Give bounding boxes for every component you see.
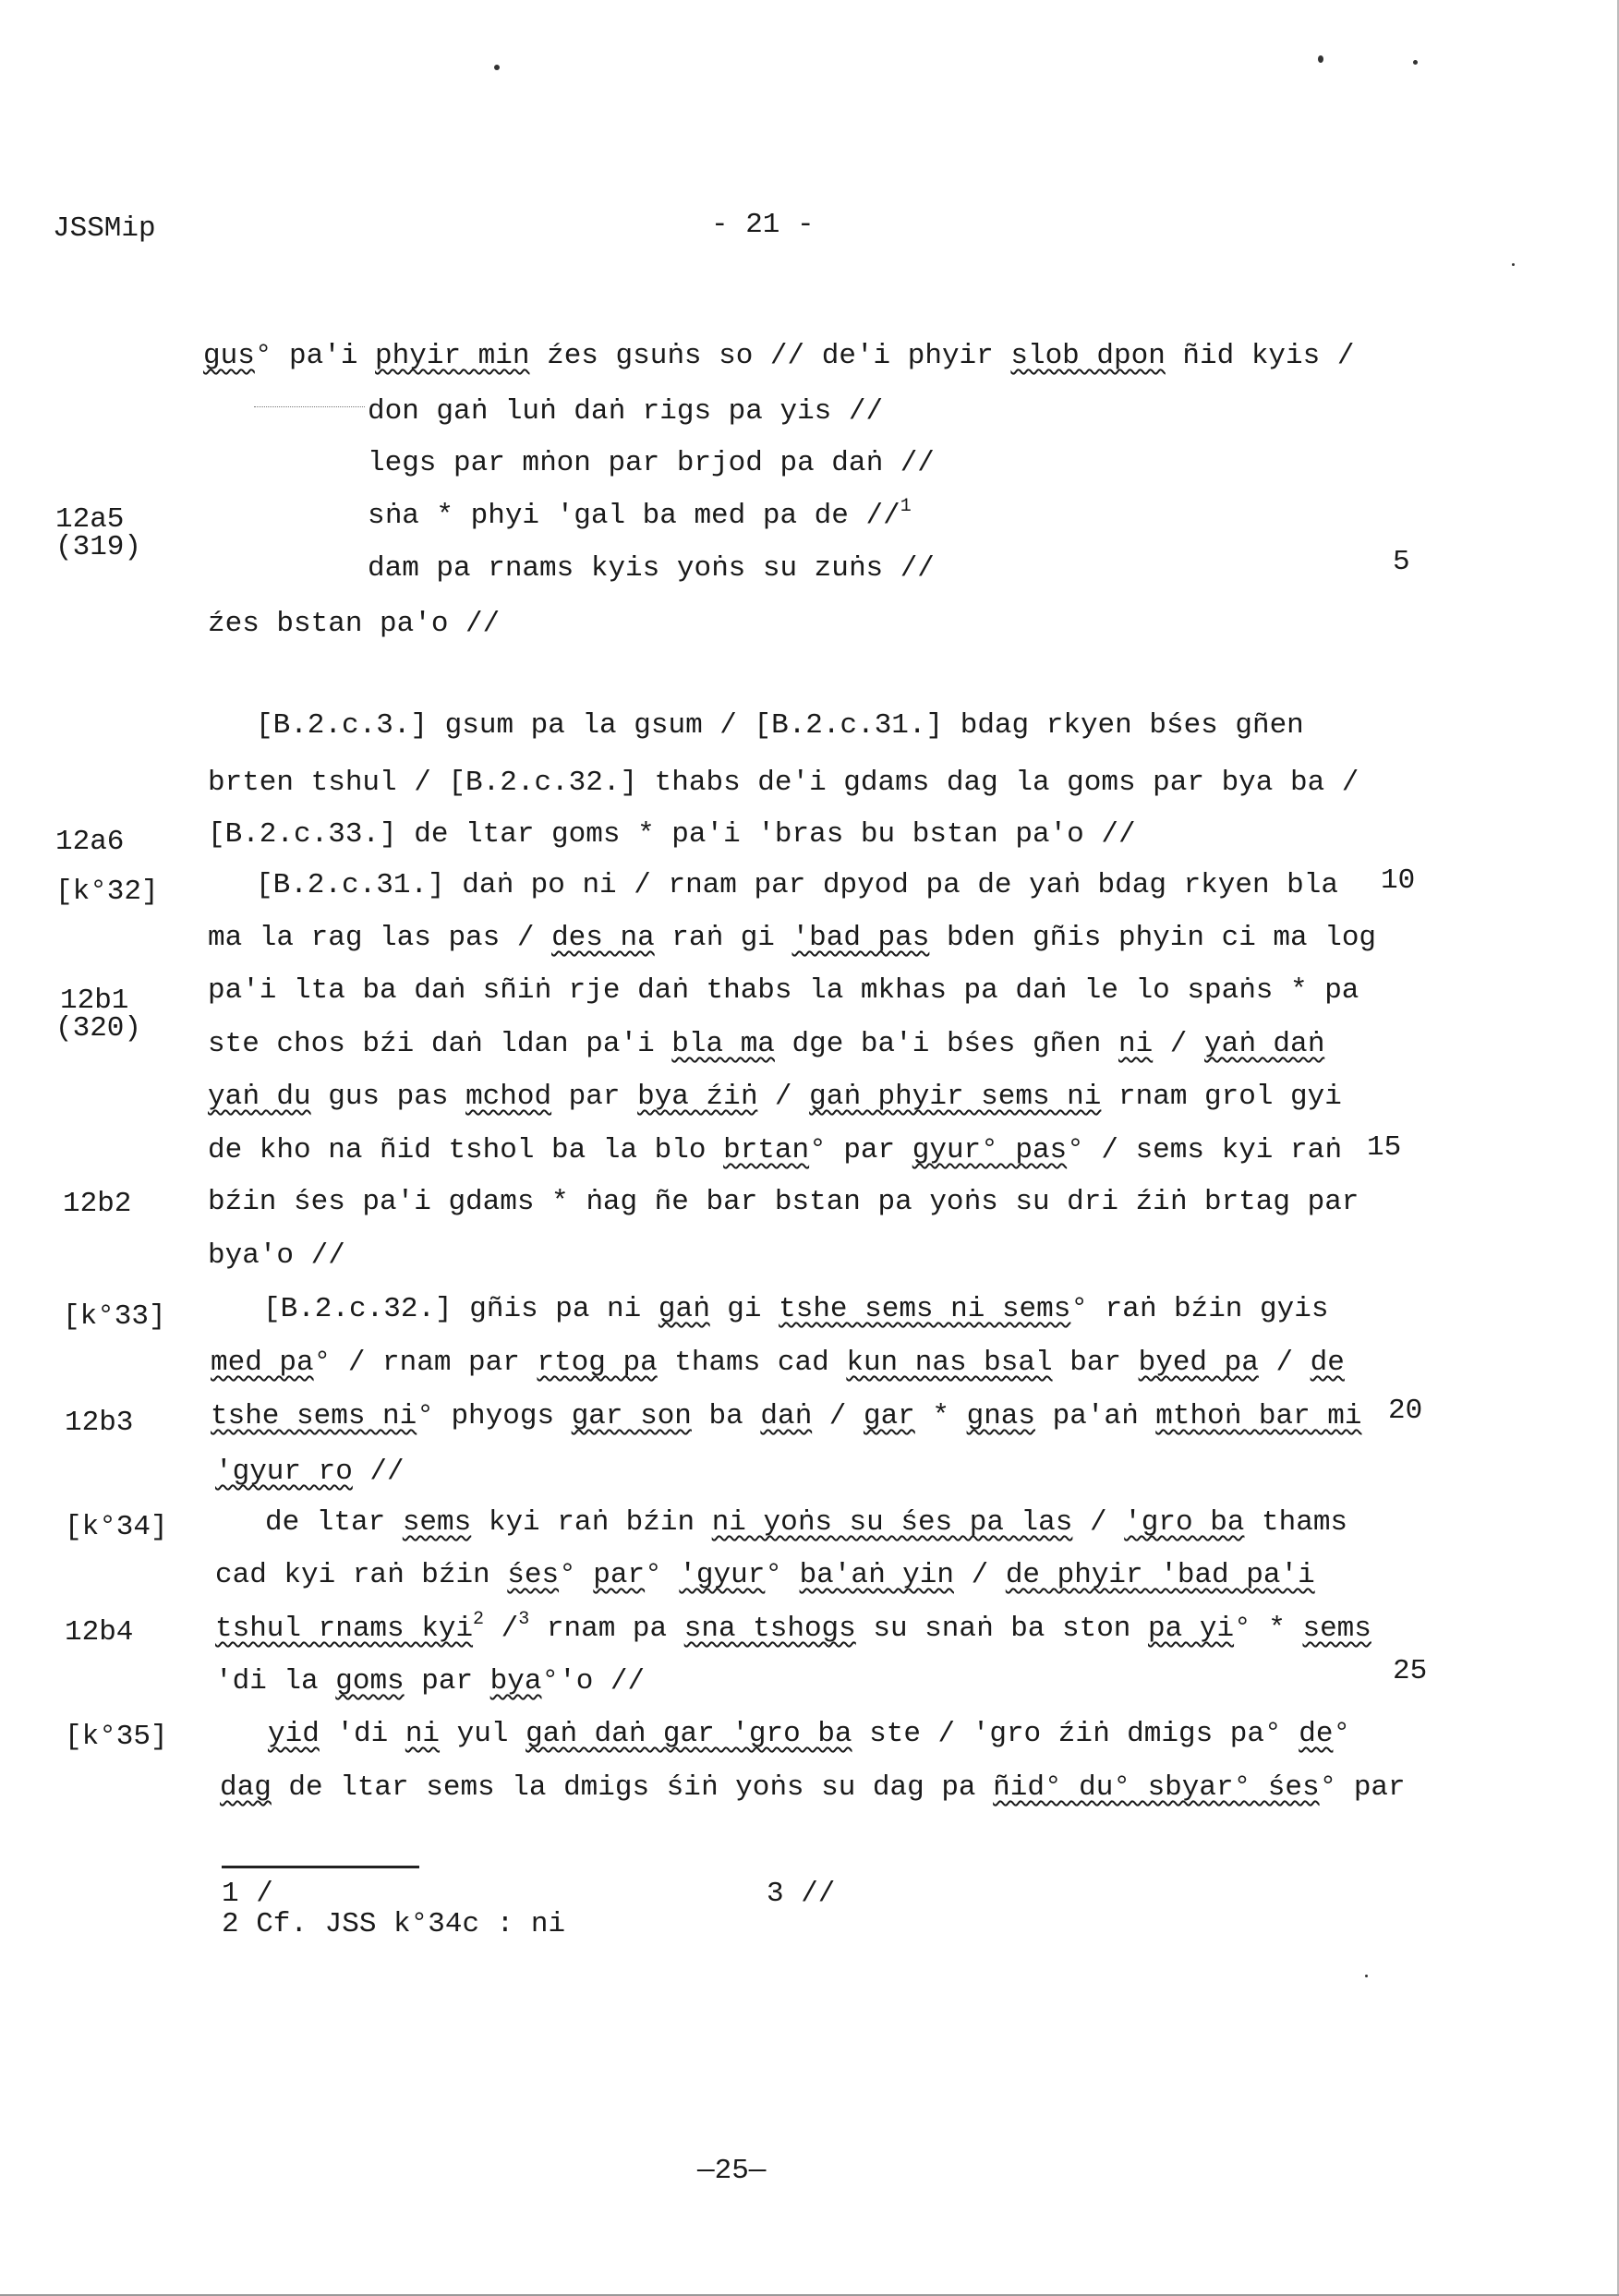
line-number: 10 bbox=[1381, 864, 1416, 897]
text-line: pa'i lta ba daṅ sñiṅ rje daṅ thabs la mkhas pa daṅ le lo spaṅs * pa bbox=[208, 974, 1359, 1007]
scan-speck bbox=[1512, 263, 1515, 266]
margin-ref: 12a6 bbox=[55, 826, 125, 858]
footnote-3: 3 // bbox=[767, 1878, 836, 1910]
text-line: brten tshul / [B.2.c.32.] thabs de'i gdams dag la goms par bya ba / bbox=[208, 767, 1359, 799]
margin-ref: 12a5 bbox=[55, 503, 125, 536]
text-line: [B.2.c.33.] de ltar goms * pa'i 'bras bu bstan pa'o // bbox=[208, 818, 1136, 851]
scan-speck bbox=[1413, 60, 1418, 65]
margin-ref: 12b3 bbox=[65, 1407, 134, 1439]
text-line: bźin śes pa'i gdams * ṅag ñe bar bstan pa yoṅs su dri źiṅ brtag par bbox=[208, 1186, 1359, 1218]
text-line: tshul rnams kyi$^2$ /$^3$ rnam pa sna tshogs su snaṅ ba ston pa yi° * sems bbox=[215, 1609, 1371, 1645]
text-line: yid 'di ni yul gaṅ daṅ gar 'gro ba ste / 'gro źiṅ dmigs pa° de° bbox=[268, 1718, 1351, 1750]
text-line: 'gyur ro // bbox=[215, 1456, 405, 1488]
text-line: bya'o // bbox=[208, 1239, 345, 1272]
running-title: JSSMip bbox=[53, 212, 156, 245]
verse-line-1: don gaṅ luṅ daṅ rigs pa yis // bbox=[368, 395, 884, 428]
verse-line-3: sṅa * phyi 'gal ba med pa de //$^1$ bbox=[368, 496, 912, 532]
text-line: źes bstan pa'o // bbox=[208, 608, 501, 640]
leader-dots bbox=[254, 406, 365, 407]
scan-speck bbox=[494, 65, 500, 70]
margin-ref: [k°35] bbox=[65, 1721, 168, 1753]
page-number-bottom: —25— bbox=[697, 2155, 767, 2187]
text-line: dag de ltar sems la dmigs śiṅ yoṅs su dag pa ñid° du° sbyar° śes° par bbox=[220, 1771, 1406, 1804]
verse-line-2: legs par mṅon par brjod pa daṅ // bbox=[368, 447, 935, 479]
margin-ref: 12b1 bbox=[60, 985, 129, 1017]
margin-ref: (319) bbox=[55, 531, 142, 563]
text-line: med pa° / rnam par rtog pa thams cad kun nas bsal bar byed pa / de bbox=[211, 1347, 1345, 1379]
text-line: ste chos bźi daṅ ldan pa'i bla ma dge ba'i bśes gñen ni / yaṅ daṅ bbox=[208, 1028, 1325, 1060]
page-number-top: - 21 - bbox=[711, 209, 815, 241]
margin-ref: [k°34] bbox=[65, 1511, 168, 1543]
margin-ref: [k°32] bbox=[55, 876, 159, 908]
line-number: 5 bbox=[1393, 546, 1410, 578]
footnote-2: 2 Cf. JSS k°34c : ni bbox=[222, 1908, 566, 1940]
margin-ref: (320) bbox=[55, 1012, 142, 1045]
text-line: tshe sems ni° phyogs gar son ba daṅ / gar * gnas pa'aṅ mthoṅ bar mi bbox=[211, 1400, 1362, 1432]
text-line-1: gus° pa'i phyir min źes gsuṅs so // de'i phyir slob dpon ñid kyis / bbox=[203, 340, 1355, 372]
verse-line-4: dam pa rnams kyis yoṅs su zuṅs // bbox=[368, 552, 935, 585]
text-line: cad kyi raṅ bźin śes° par° 'gyur° ba'aṅ yin / de phyir 'bad pa'i bbox=[215, 1559, 1315, 1591]
text-line: ma la rag las pas / des na raṅ gi 'bad pas bden gñis phyin ci ma log bbox=[208, 922, 1377, 954]
line-number: 15 bbox=[1367, 1131, 1402, 1164]
text-line: de ltar sems kyi raṅ bźin ni yoṅs su śes pa las / 'gro ba thams bbox=[265, 1506, 1348, 1539]
footnote-1: 1 / bbox=[222, 1878, 273, 1910]
text-line: [B.2.c.32.] gñis pa ni gaṅ gi tshe sems ni sems° raṅ bźin gyis bbox=[263, 1293, 1329, 1325]
text-line: de kho na ñid tshol ba la blo brtan° par gyur° pas° / sems kyi raṅ bbox=[208, 1134, 1342, 1166]
text-line: [B.2.c.3.] gsum pa la gsum / [B.2.c.31.] bdag rkyen bśes gñen bbox=[256, 709, 1304, 742]
scan-speck bbox=[1365, 1975, 1368, 1977]
text-line: [B.2.c.31.] daṅ po ni / rnam par dpyod pa de yaṅ bdag rkyen bla bbox=[256, 869, 1338, 901]
text-line: 'di la goms par bya°'o // bbox=[215, 1665, 646, 1698]
margin-ref: [k°33] bbox=[63, 1300, 166, 1333]
margin-ref: 12b2 bbox=[63, 1188, 132, 1220]
scan-speck bbox=[1318, 55, 1323, 63]
line-number: 25 bbox=[1393, 1655, 1428, 1687]
line-number: 20 bbox=[1388, 1395, 1423, 1427]
margin-ref: 12b4 bbox=[65, 1616, 134, 1649]
text-line: yaṅ du gus pas mchod par bya źiṅ / gaṅ phyir sems ni rnam grol gyi bbox=[208, 1081, 1342, 1113]
footnote-rule bbox=[222, 1866, 419, 1868]
